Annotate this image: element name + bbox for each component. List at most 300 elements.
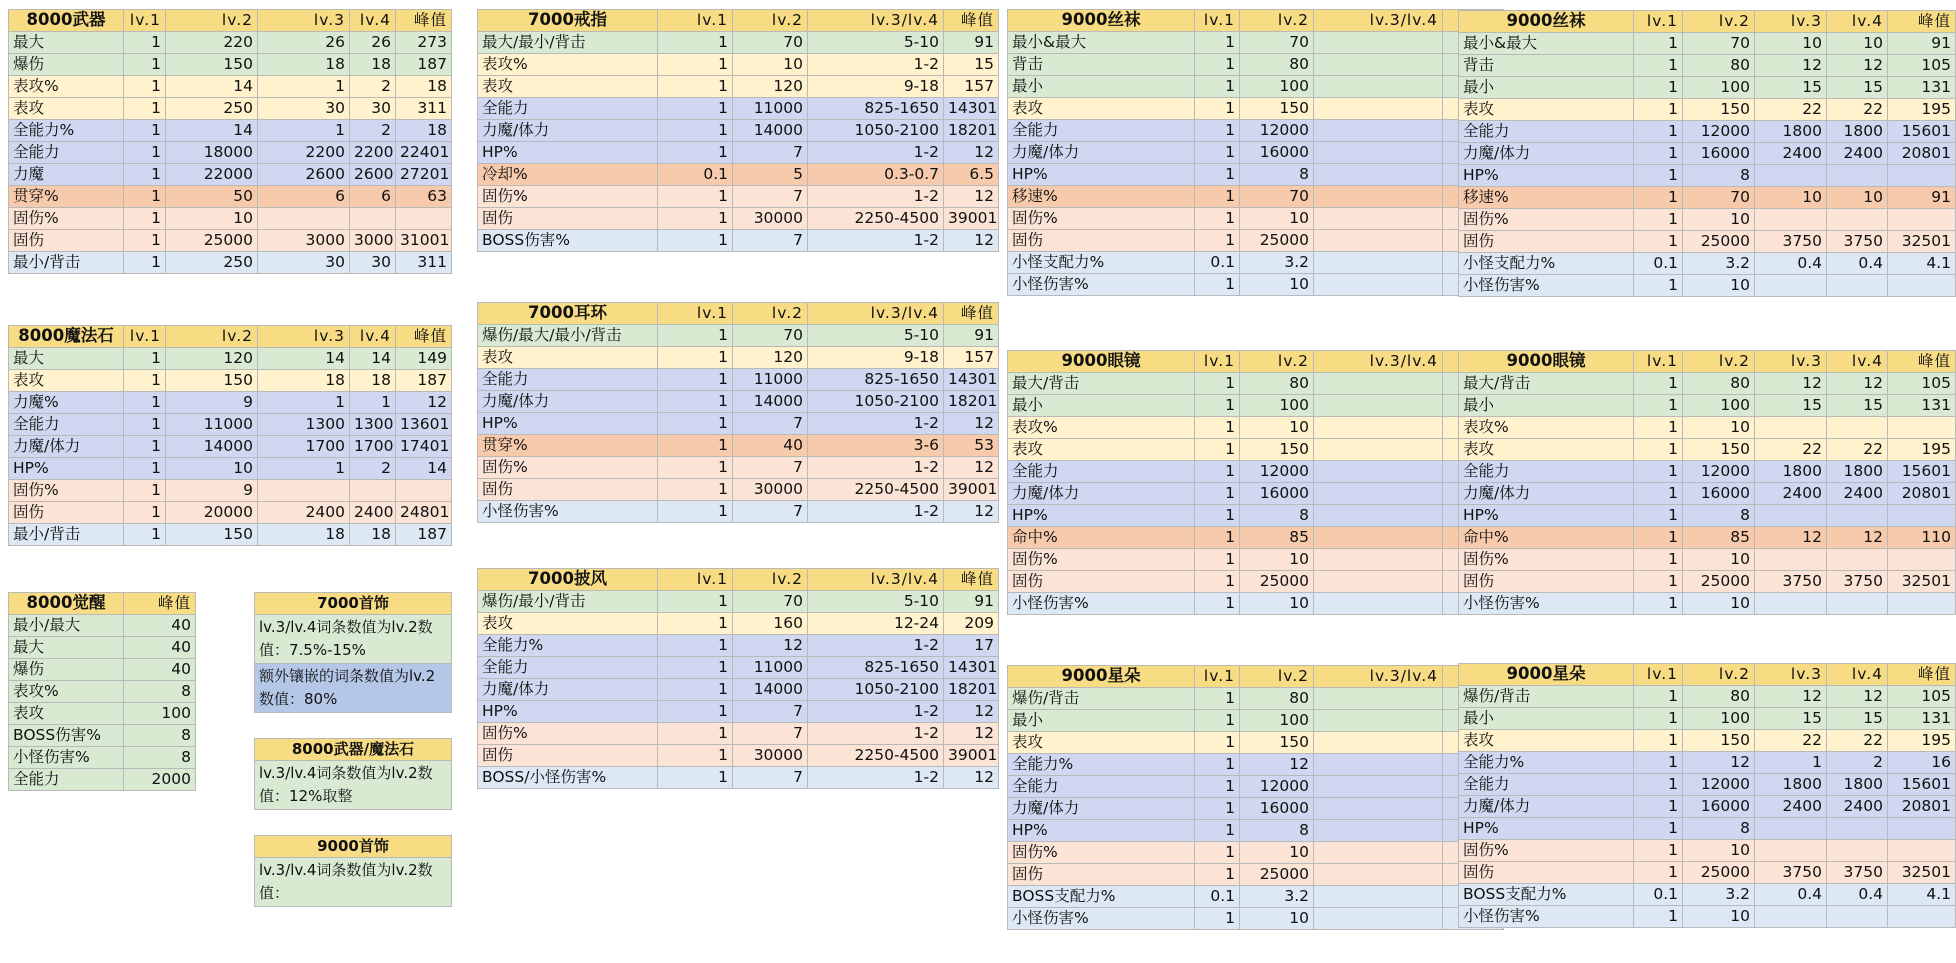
value-cell: 1: [1634, 121, 1683, 143]
table-row: [1459, 439, 1956, 461]
table-row: [1459, 121, 1956, 143]
stat-name-cell: 固伤: [1459, 571, 1634, 593]
stat-name-cell: 力魔/体力: [1008, 142, 1195, 164]
value-cell: 30000: [733, 479, 808, 501]
value-cell: 70: [1240, 186, 1314, 208]
value-cell: 30: [350, 252, 396, 274]
value-cell: 120: [733, 76, 808, 98]
value-cell: 150: [166, 54, 258, 76]
table-header-row: [478, 10, 999, 32]
value-cell: 16000: [1240, 798, 1314, 820]
value-cell: 18201: [944, 120, 999, 142]
value-cell: 18: [350, 524, 396, 546]
stat-name-cell: 全能力: [478, 369, 658, 391]
stat-name-cell: HP%: [1459, 165, 1634, 187]
value-cell: 22: [1755, 730, 1827, 752]
stat-name-cell: 最小/最大: [9, 615, 124, 637]
table-title: 9000星朵: [1008, 666, 1195, 688]
stat-name-cell: 表攻: [478, 76, 658, 98]
value-cell: 1: [1195, 571, 1240, 593]
value-cell: 1: [658, 54, 733, 76]
table-row: [478, 186, 999, 208]
stat-name-cell: 表攻%: [9, 76, 124, 98]
value-cell: 1: [1195, 98, 1240, 120]
value-cell: 91: [944, 591, 999, 613]
table-row: [1008, 230, 1504, 252]
table-header-row: [478, 303, 999, 325]
value-cell: 100: [1240, 76, 1314, 98]
value-cell: 10: [733, 54, 808, 76]
stat-name-cell: BOSS/小怪伤害%: [478, 767, 658, 789]
value-cell: 15601: [1888, 461, 1956, 483]
value-cell: 1: [124, 370, 166, 392]
table-row: [1459, 187, 1956, 209]
value-cell: 12: [1240, 754, 1314, 776]
stat-name-cell: 固伤: [1459, 862, 1634, 884]
table-row: [1008, 505, 1504, 527]
value-cell: 1: [1634, 373, 1683, 395]
value-cell: 10: [1755, 33, 1827, 55]
stat-name-cell: HP%: [478, 701, 658, 723]
value-cell: 1: [1195, 505, 1240, 527]
value-cell: 1: [658, 347, 733, 369]
stat-name-cell: BOSS支配力%: [1459, 884, 1634, 906]
value-cell: 50: [166, 186, 258, 208]
value-cell: 9-18: [808, 76, 944, 98]
table-row: [9, 392, 452, 414]
value-cell: 12: [944, 230, 999, 252]
value-cell: 1: [1195, 208, 1240, 230]
table-header-row: [478, 569, 999, 591]
value-cell: 2600: [350, 164, 396, 186]
value-cell: 1: [1634, 593, 1683, 615]
stat-name-cell: 最小&最大: [1008, 32, 1195, 54]
stat-name-cell: 固伤: [478, 208, 658, 230]
table-row: [1459, 527, 1956, 549]
value-cell: 1: [1634, 461, 1683, 483]
value-cell: 131: [1888, 395, 1956, 417]
value-cell: 1: [1195, 76, 1240, 98]
column-header: lv.4: [350, 326, 396, 348]
value-cell: 10: [1683, 275, 1755, 297]
stat-name-cell: 最大/背击: [1008, 373, 1195, 395]
value-cell: [1314, 373, 1443, 395]
note-8000-weapon-stone: [254, 738, 452, 810]
value-cell: 1700: [350, 436, 396, 458]
note-9000-accessory: [254, 835, 452, 907]
value-cell: 0.1: [1634, 884, 1683, 906]
value-cell: 187: [396, 370, 452, 392]
table-row: [1008, 483, 1504, 505]
table-row: [9, 502, 452, 524]
value-cell: 22: [1755, 439, 1827, 461]
stat-name-cell: BOSS伤害%: [478, 230, 658, 252]
value-cell: 1: [1195, 395, 1240, 417]
value-cell: 91: [944, 32, 999, 54]
value-cell: 1300: [350, 414, 396, 436]
value-cell: 1: [658, 457, 733, 479]
stat-name-cell: 表攻: [1459, 439, 1634, 461]
stat-name-cell: 固伤%: [478, 186, 658, 208]
value-cell: 157: [944, 347, 999, 369]
table-row: [1008, 461, 1504, 483]
stat-name-cell: 表攻: [9, 370, 124, 392]
column-header: lv.3/lv.4: [1314, 10, 1443, 32]
value-cell: 105: [1888, 55, 1956, 77]
table-row: [478, 457, 999, 479]
value-cell: 15: [1827, 708, 1888, 730]
stat-name-cell: 固伤%: [9, 480, 124, 502]
stat-name-cell: 固伤: [1008, 571, 1195, 593]
value-cell: 12: [1755, 373, 1827, 395]
value-cell: 1: [124, 252, 166, 274]
table-row: [1459, 395, 1956, 417]
value-cell: 157: [944, 76, 999, 98]
value-cell: [1827, 505, 1888, 527]
value-cell: 16000: [1683, 143, 1755, 165]
stat-name-cell: 力魔/体力: [9, 436, 124, 458]
value-cell: 1: [1634, 395, 1683, 417]
value-cell: 10: [1240, 593, 1314, 615]
note-title: 7000首饰: [255, 593, 452, 615]
stat-name-cell: 背击: [1459, 55, 1634, 77]
value-cell: 3750: [1827, 231, 1888, 253]
value-cell: 1: [1634, 840, 1683, 862]
table-header-row: [1008, 351, 1504, 373]
table-row: [1459, 33, 1956, 55]
value-cell: 30: [258, 98, 350, 120]
stat-name-cell: 全能力%: [478, 635, 658, 657]
value-cell: 1-2: [808, 230, 944, 252]
value-cell: 10: [1827, 33, 1888, 55]
value-cell: 187: [396, 54, 452, 76]
value-cell: [1755, 417, 1827, 439]
value-cell: 100: [1683, 395, 1755, 417]
value-cell: 0.4: [1755, 884, 1827, 906]
value-cell: 2: [350, 120, 396, 142]
stat-name-cell: 固伤: [478, 745, 658, 767]
value-cell: [1314, 710, 1443, 732]
table-t9000sock2: [1458, 10, 1956, 297]
stat-name-cell: 最小: [1459, 77, 1634, 99]
stat-name-cell: 小怪伤害%: [1459, 906, 1634, 928]
value-cell: 1: [1195, 230, 1240, 252]
table-t7000ear: [477, 302, 999, 523]
value-cell: 39001: [944, 208, 999, 230]
value-cell: 150: [1240, 732, 1314, 754]
table-row: [1459, 752, 1956, 774]
value-cell: 9-18: [808, 347, 944, 369]
table-row: [1008, 688, 1504, 710]
stat-name-cell: HP%: [478, 413, 658, 435]
stat-name-cell: 全能力%: [9, 120, 124, 142]
value-cell: 100: [124, 703, 196, 725]
value-cell: 1: [1195, 864, 1240, 886]
value-cell: 0.4: [1827, 253, 1888, 275]
note-title: 8000武器/魔法石: [255, 739, 452, 761]
value-cell: 1: [658, 767, 733, 789]
value-cell: 12000: [1683, 461, 1755, 483]
value-cell: 10: [1683, 906, 1755, 928]
value-cell: 1: [124, 32, 166, 54]
value-cell: 14000: [166, 436, 258, 458]
stat-name-cell: 小怪伤害%: [1008, 593, 1195, 615]
value-cell: 12: [944, 457, 999, 479]
column-header: lv.1: [1634, 351, 1683, 373]
value-cell: 3.2: [1240, 886, 1314, 908]
stat-name-cell: 小怪伤害%: [478, 501, 658, 523]
table-row: [478, 413, 999, 435]
stat-name-cell: 表攻: [9, 98, 124, 120]
column-header: lv.2: [1240, 10, 1314, 32]
value-cell: 10: [1240, 417, 1314, 439]
value-cell: 3000: [258, 230, 350, 252]
stat-name-cell: 表攻: [478, 613, 658, 635]
value-cell: 2250-4500: [808, 745, 944, 767]
value-cell: [1755, 505, 1827, 527]
table-row: [1459, 686, 1956, 708]
value-cell: 1: [124, 348, 166, 370]
value-cell: 1: [658, 479, 733, 501]
value-cell: 1: [658, 32, 733, 54]
value-cell: 0.1: [1195, 252, 1240, 274]
value-cell: 3000: [350, 230, 396, 252]
table-title: 9000眼镜: [1459, 351, 1634, 373]
value-cell: 25000: [1240, 571, 1314, 593]
stat-name-cell: 最小: [1459, 708, 1634, 730]
value-cell: 1: [658, 142, 733, 164]
value-cell: 1: [1755, 752, 1827, 774]
table-row: [1459, 818, 1956, 840]
table-row: [1008, 820, 1504, 842]
table-row: [1459, 253, 1956, 275]
table-row: [1008, 798, 1504, 820]
value-cell: [1314, 439, 1443, 461]
table-t8000awk: [8, 592, 196, 791]
value-cell: 195: [1888, 439, 1956, 461]
table-title: 7000披风: [478, 569, 658, 591]
value-cell: 1: [1195, 186, 1240, 208]
value-cell: 91: [1888, 187, 1956, 209]
table-row: [1459, 231, 1956, 253]
table-row: [1008, 76, 1504, 98]
value-cell: 100: [1240, 395, 1314, 417]
stat-name-cell: 力魔/体力: [1008, 798, 1195, 820]
table-row: [9, 659, 196, 681]
table-row: [478, 591, 999, 613]
stat-name-cell: 全能力%: [1459, 752, 1634, 774]
value-cell: 12000: [1240, 120, 1314, 142]
table-t8000stone: [8, 325, 452, 546]
value-cell: [1827, 593, 1888, 615]
value-cell: 18: [350, 370, 396, 392]
stat-name-cell: 最大/背击: [1459, 373, 1634, 395]
value-cell: 15: [1755, 395, 1827, 417]
value-cell: [1827, 165, 1888, 187]
table-title: 9000丝袜: [1008, 10, 1195, 32]
column-header: lv.1: [1195, 351, 1240, 373]
value-cell: 0.1: [1634, 253, 1683, 275]
value-cell: 2400: [1755, 143, 1827, 165]
value-cell: 131: [1888, 708, 1956, 730]
value-cell: 16000: [1683, 483, 1755, 505]
value-cell: [1755, 818, 1827, 840]
value-cell: 1: [1634, 708, 1683, 730]
value-cell: 18: [258, 370, 350, 392]
column-header: lv.3/lv.4: [808, 303, 944, 325]
value-cell: 1: [1634, 862, 1683, 884]
stat-name-cell: 最小&最大: [1459, 33, 1634, 55]
value-cell: 1: [1195, 798, 1240, 820]
value-cell: 250: [166, 98, 258, 120]
value-cell: 1: [1195, 142, 1240, 164]
table-row: [478, 501, 999, 523]
value-cell: 5-10: [808, 32, 944, 54]
value-cell: 20801: [1888, 483, 1956, 505]
value-cell: [1314, 864, 1443, 886]
table-header-row: [1459, 664, 1956, 686]
value-cell: 1: [258, 76, 350, 98]
value-cell: 11000: [166, 414, 258, 436]
table-row: [1459, 165, 1956, 187]
value-cell: [1888, 505, 1956, 527]
value-cell: 1: [1195, 54, 1240, 76]
stat-name-cell: 最大: [9, 32, 124, 54]
value-cell: 1: [658, 745, 733, 767]
value-cell: [1314, 549, 1443, 571]
value-cell: 30000: [733, 208, 808, 230]
column-header: lv.1: [658, 10, 733, 32]
value-cell: [1755, 593, 1827, 615]
value-cell: 3750: [1827, 862, 1888, 884]
table-title: 7000耳环: [478, 303, 658, 325]
value-cell: 1: [1634, 187, 1683, 209]
table-row: [478, 208, 999, 230]
value-cell: 2400: [1827, 796, 1888, 818]
value-cell: 70: [1240, 32, 1314, 54]
value-cell: 10: [1683, 209, 1755, 231]
value-cell: [1314, 164, 1443, 186]
value-cell: 40: [733, 435, 808, 457]
column-header: lv.2: [1683, 351, 1755, 373]
column-header: lv.2: [1683, 11, 1755, 33]
table-row: [1459, 461, 1956, 483]
table-row: [1008, 754, 1504, 776]
value-cell: 12: [1755, 527, 1827, 549]
column-header: lv.3: [1755, 351, 1827, 373]
table-row: [1459, 483, 1956, 505]
value-cell: 12000: [1683, 121, 1755, 143]
stat-name-cell: 力魔/体力: [1008, 483, 1195, 505]
stat-name-cell: HP%: [1008, 505, 1195, 527]
value-cell: 26: [258, 32, 350, 54]
stat-name-cell: 全能力: [1008, 776, 1195, 798]
value-cell: 18201: [944, 391, 999, 413]
table-row: [1008, 864, 1504, 886]
value-cell: 12: [944, 501, 999, 523]
value-cell: 1: [1634, 818, 1683, 840]
column-header: lv.4: [1827, 11, 1888, 33]
value-cell: 1: [1634, 77, 1683, 99]
value-cell: [1827, 275, 1888, 297]
value-cell: 15: [1827, 77, 1888, 99]
table-row: [9, 252, 452, 274]
value-cell: 5-10: [808, 591, 944, 613]
column-header: 峰值: [944, 10, 999, 32]
value-cell: 80: [1240, 688, 1314, 710]
stat-name-cell: 表攻: [1459, 730, 1634, 752]
value-cell: 16000: [1683, 796, 1755, 818]
stat-name-cell: 固伤%: [478, 457, 658, 479]
value-cell: 25000: [1683, 571, 1755, 593]
stat-name-cell: 固伤: [1459, 231, 1634, 253]
value-cell: 1: [124, 208, 166, 230]
value-cell: 80: [1240, 373, 1314, 395]
value-cell: 2400: [1755, 483, 1827, 505]
value-cell: 1: [124, 502, 166, 524]
column-header: lv.3/lv.4: [1314, 351, 1443, 373]
value-cell: 105: [1888, 373, 1956, 395]
value-cell: 1: [1634, 774, 1683, 796]
value-cell: 16: [1888, 752, 1956, 774]
table-row: [1459, 906, 1956, 928]
value-cell: 1: [1634, 571, 1683, 593]
table-row: [478, 142, 999, 164]
value-cell: 80: [1683, 373, 1755, 395]
value-cell: 10: [1683, 593, 1755, 615]
value-cell: [1888, 165, 1956, 187]
stat-name-cell: 固伤%: [478, 723, 658, 745]
value-cell: 40: [124, 615, 196, 637]
table-row: [1008, 32, 1504, 54]
column-header: lv.3: [258, 10, 350, 32]
value-cell: 7: [733, 501, 808, 523]
stat-name-cell: 表攻%: [1008, 417, 1195, 439]
value-cell: 1: [658, 679, 733, 701]
value-cell: 14: [396, 458, 452, 480]
table-row: [478, 701, 999, 723]
value-cell: 1: [1634, 143, 1683, 165]
table-row: [1008, 186, 1504, 208]
value-cell: 25000: [1240, 864, 1314, 886]
value-cell: 15: [1827, 395, 1888, 417]
value-cell: 7: [733, 457, 808, 479]
table-row: [1008, 842, 1504, 864]
stat-name-cell: 小怪伤害%: [1459, 593, 1634, 615]
value-cell: 9: [166, 480, 258, 502]
value-cell: 1: [1195, 164, 1240, 186]
value-cell: [1314, 571, 1443, 593]
stat-name-cell: 移速%: [1008, 186, 1195, 208]
value-cell: 0.1: [1195, 886, 1240, 908]
stat-name-cell: 最小: [1459, 395, 1634, 417]
value-cell: 1: [1634, 730, 1683, 752]
table-row: [1008, 252, 1504, 274]
value-cell: 1: [658, 325, 733, 347]
value-cell: 22: [1827, 99, 1888, 121]
value-cell: 1800: [1755, 774, 1827, 796]
table-t7000cape: [477, 568, 999, 789]
value-cell: 12: [1755, 686, 1827, 708]
stat-name-cell: BOSS支配力%: [1008, 886, 1195, 908]
table-t9000glass2: [1458, 350, 1956, 615]
value-cell: [350, 208, 396, 230]
value-cell: 1800: [1827, 121, 1888, 143]
value-cell: 1: [1195, 439, 1240, 461]
value-cell: 1300: [258, 414, 350, 436]
value-cell: 2250-4500: [808, 479, 944, 501]
value-cell: [1314, 76, 1443, 98]
